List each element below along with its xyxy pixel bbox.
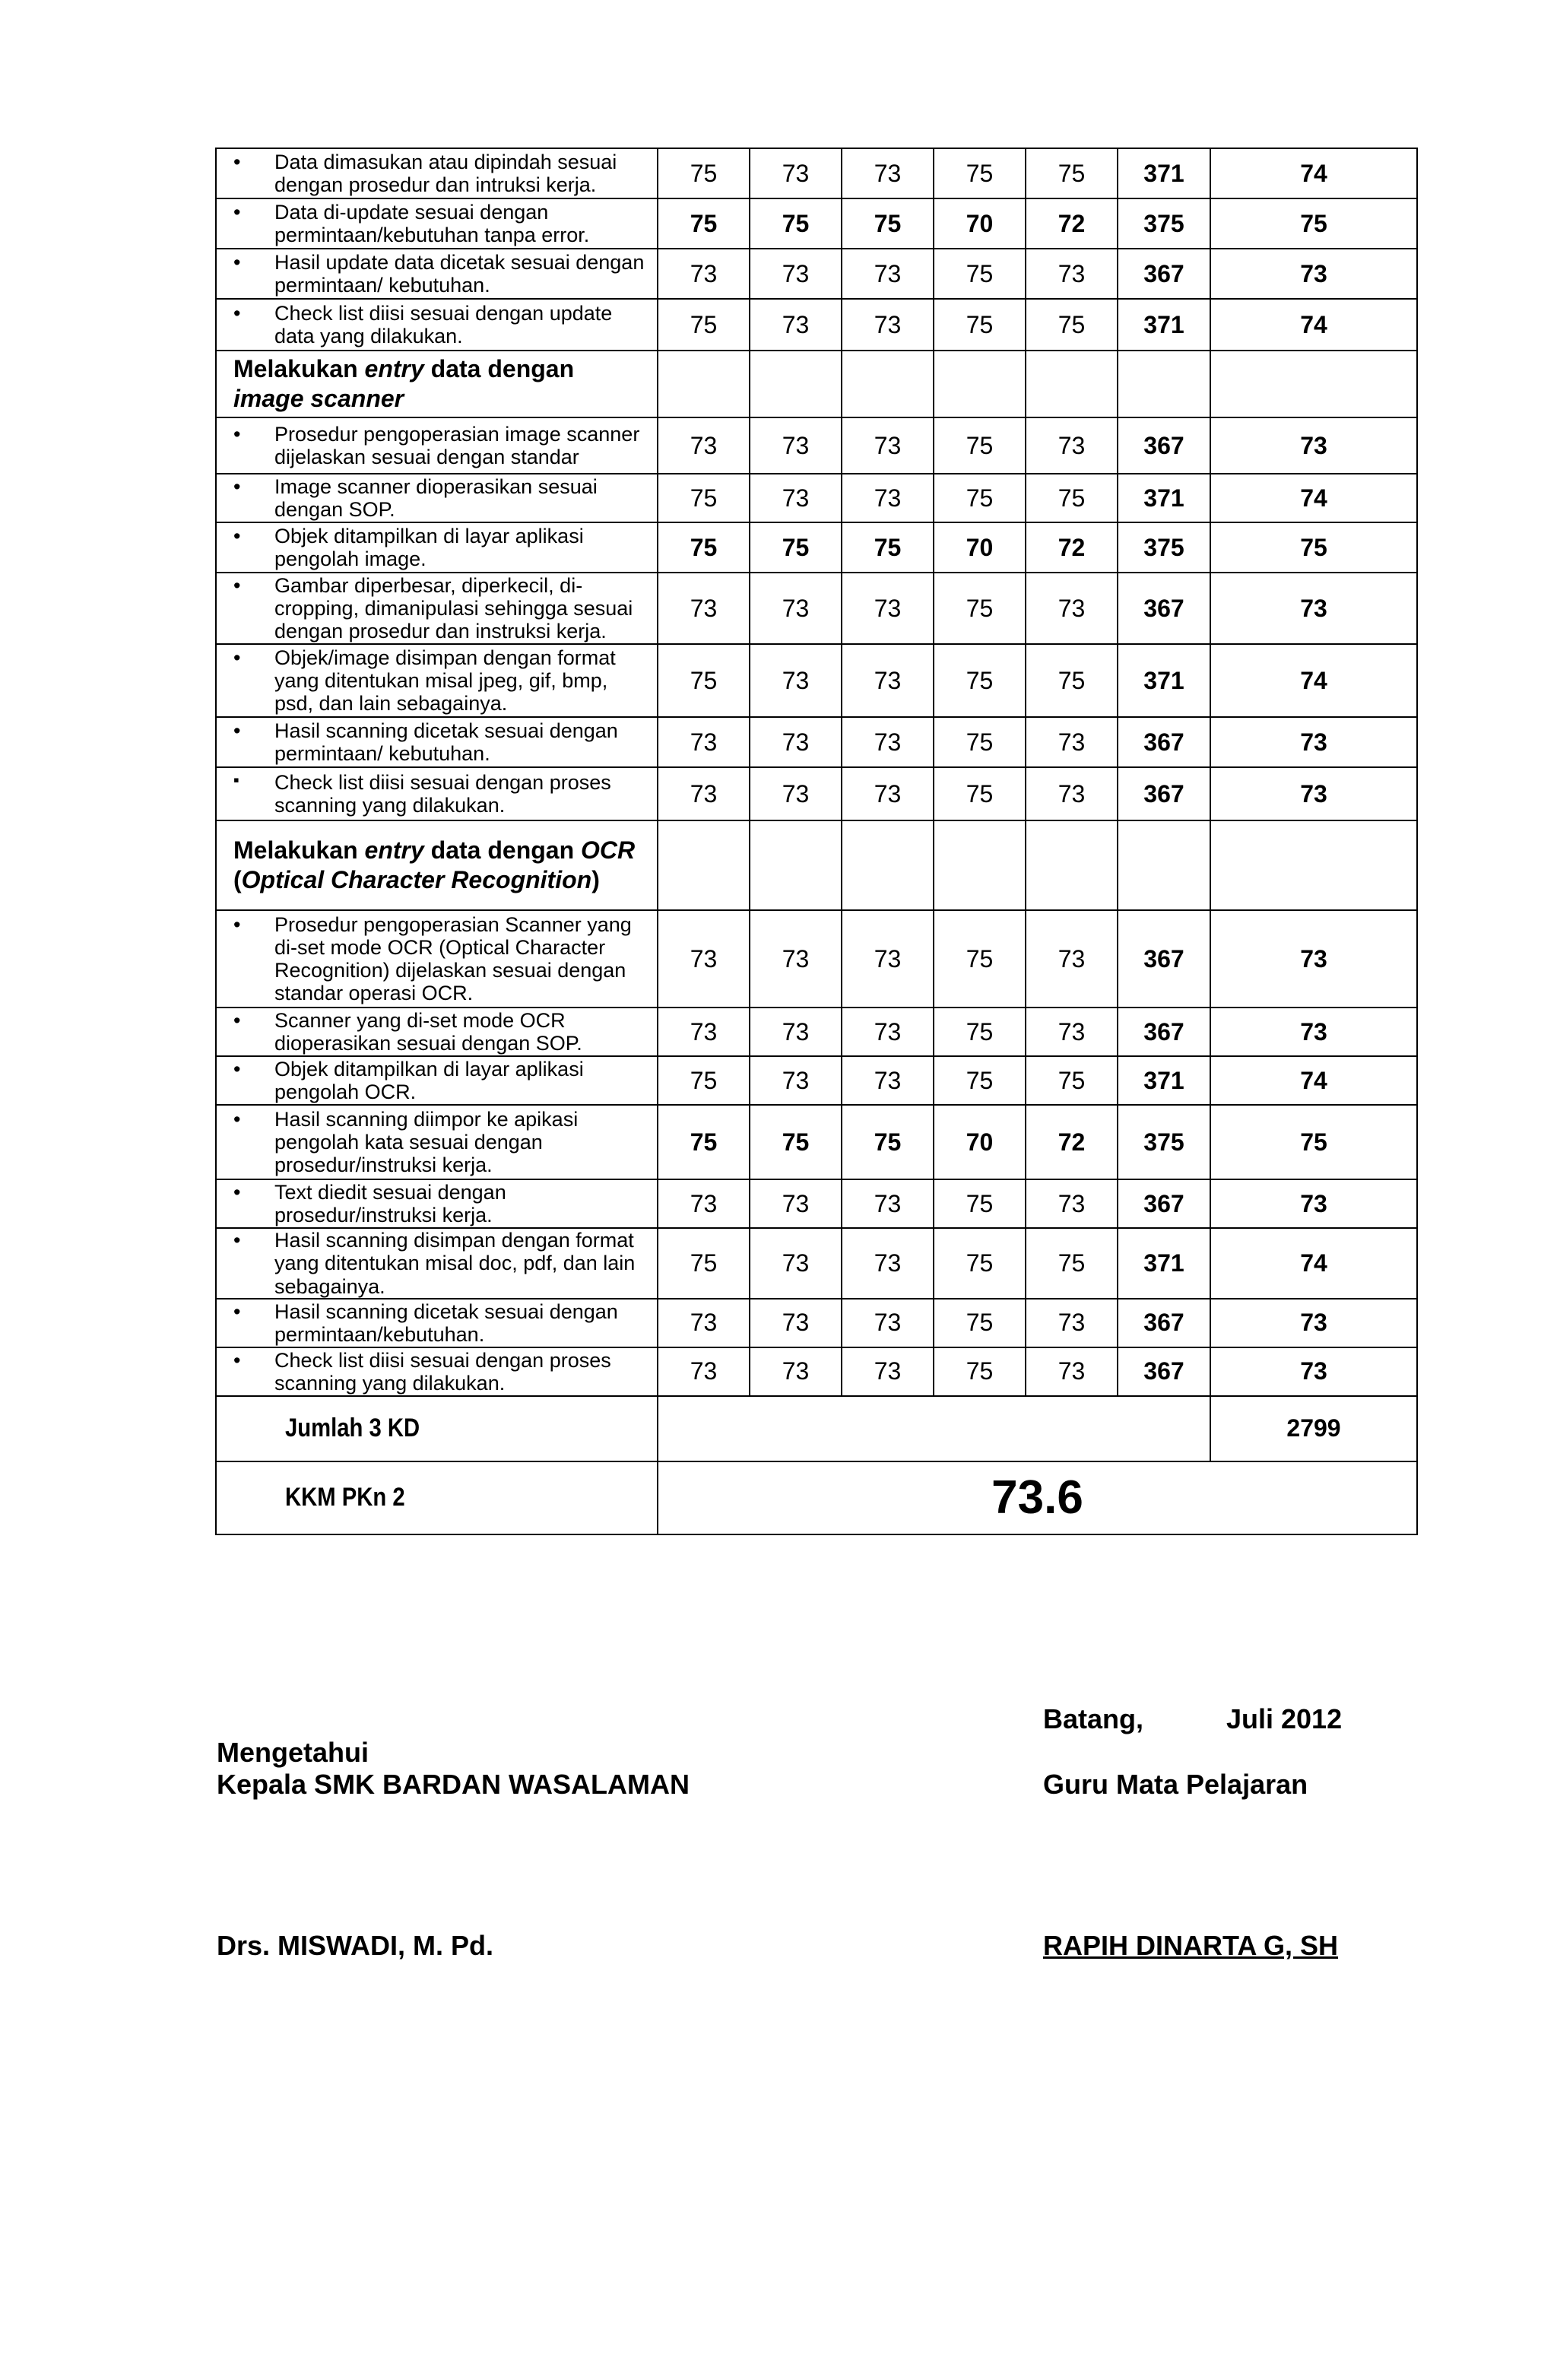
average-cell: 73 xyxy=(1210,417,1417,474)
bullet-icon: • xyxy=(233,1229,241,1252)
criteria-cell xyxy=(216,910,658,1008)
score-cell: 75 xyxy=(934,1299,1026,1347)
table-row xyxy=(216,249,1417,299)
bullet-icon: • xyxy=(233,422,241,446)
score-cell: 75 xyxy=(934,910,1026,1008)
empty-cell xyxy=(1118,820,1210,910)
average-cell: 73 xyxy=(1210,573,1417,644)
section-heading-part: OCR xyxy=(581,836,636,865)
table-row xyxy=(216,644,1417,717)
bullet-item xyxy=(233,1058,649,1103)
score-cell: 75 xyxy=(1026,299,1118,351)
criteria-text: Image scanner dioperasikan sesuai dengan SOP. xyxy=(274,474,598,522)
criteria-text: Check list diisi sesuai dengan proses scanning yang dilakukan. xyxy=(274,1348,611,1395)
total-cell: 367 xyxy=(1118,767,1210,820)
average-cell: 74 xyxy=(1210,474,1417,522)
empty-cell xyxy=(1026,820,1118,910)
score-cell: 75 xyxy=(750,198,842,249)
empty-cell xyxy=(1118,351,1210,417)
score-cell: 75 xyxy=(934,767,1026,820)
criteria-cell xyxy=(216,573,658,644)
criteria-cell xyxy=(216,1299,658,1347)
bullet-icon: • xyxy=(233,474,241,498)
score-cell: 75 xyxy=(934,148,1026,198)
section-heading-part: ) xyxy=(591,866,600,894)
average-cell: 73 xyxy=(1210,1347,1417,1396)
bullet-item xyxy=(233,201,649,246)
section-heading-row xyxy=(216,351,1417,417)
criteria-text: Data di-update sesuai dengan permintaan/kebutuhan tanpa error. xyxy=(274,200,590,246)
table-row xyxy=(216,198,1417,249)
criteria-text: Scanner yang di-set mode OCR dioperasikan sesuai dengan SOP. xyxy=(274,1008,582,1055)
score-cell: 75 xyxy=(1026,1056,1118,1105)
empty-cell xyxy=(658,820,750,910)
bullet-item xyxy=(233,646,649,716)
score-cell: 73 xyxy=(842,1299,934,1347)
score-cell: 73 xyxy=(750,1228,842,1299)
criteria-text: Hasil scanning dicetak sesuai dengan permintaan/kebutuhan. xyxy=(274,1299,618,1346)
table-row xyxy=(216,522,1417,573)
score-cell: 73 xyxy=(658,1008,750,1056)
section-heading-part: Melakukan xyxy=(233,836,365,865)
total-cell: 371 xyxy=(1118,299,1210,351)
bullet-item xyxy=(233,771,649,817)
score-cell: 73 xyxy=(842,717,934,767)
bullet-icon: • xyxy=(233,1008,241,1032)
section-heading-part: image scanner xyxy=(233,385,404,413)
table-row xyxy=(216,573,1417,644)
section-heading xyxy=(216,820,658,910)
score-cell: 75 xyxy=(658,1056,750,1105)
score-cell: 73 xyxy=(658,1347,750,1396)
kkm-row xyxy=(216,1461,1417,1534)
bullet-icon: • xyxy=(233,1299,241,1323)
bullet-icon: • xyxy=(233,150,241,173)
average-cell: 73 xyxy=(1210,1008,1417,1056)
bullet-item xyxy=(233,475,649,521)
jumlah-label-cell xyxy=(216,1396,658,1461)
bullet-icon: • xyxy=(233,646,241,669)
empty-cell xyxy=(658,351,750,417)
score-cell: 73 xyxy=(658,573,750,644)
score-cell: 73 xyxy=(750,573,842,644)
average-cell: 74 xyxy=(1210,1228,1417,1299)
score-cell: 70 xyxy=(934,1105,1026,1179)
total-cell: 367 xyxy=(1118,1179,1210,1228)
bullet-item xyxy=(233,574,649,643)
score-cell: 73 xyxy=(750,148,842,198)
score-cell: 75 xyxy=(1026,1228,1118,1299)
score-cell: 73 xyxy=(658,1299,750,1347)
score-cell: 75 xyxy=(842,1105,934,1179)
kkm-label: KKM PKn 2 xyxy=(285,1483,405,1512)
score-cell: 73 xyxy=(658,1179,750,1228)
score-cell: 73 xyxy=(750,644,842,717)
table-row xyxy=(216,1347,1417,1396)
score-cell: 73 xyxy=(750,474,842,522)
score-cell: 73 xyxy=(842,767,934,820)
table-row xyxy=(216,417,1417,474)
score-cell: 75 xyxy=(934,249,1026,299)
total-cell: 367 xyxy=(1118,910,1210,1008)
empty-cell xyxy=(750,351,842,417)
signature-acknowledged: Mengetahui xyxy=(217,1737,369,1768)
empty-cell xyxy=(1210,351,1417,417)
total-cell: 375 xyxy=(1118,522,1210,573)
table-row xyxy=(216,1228,1417,1299)
total-cell: 371 xyxy=(1118,644,1210,717)
score-cell: 73 xyxy=(842,1347,934,1396)
score-cell: 73 xyxy=(842,1008,934,1056)
total-cell: 367 xyxy=(1118,249,1210,299)
criteria-text: Prosedur pengoperasian Scanner yang di-set mode OCR (Optical Character Recognition) dijelaskan sesuai dengan standar operasi OCR. xyxy=(274,912,632,1005)
average-cell: 74 xyxy=(1210,299,1417,351)
total-cell: 367 xyxy=(1118,717,1210,767)
table-row xyxy=(216,767,1417,820)
bullet-icon: • xyxy=(233,200,241,224)
score-cell: 75 xyxy=(842,522,934,573)
score-cell: 73 xyxy=(658,767,750,820)
bullet-icon: • xyxy=(233,719,241,742)
table-row xyxy=(216,1008,1417,1056)
score-cell: 73 xyxy=(1026,717,1118,767)
bullet-item xyxy=(233,719,649,765)
score-cell: 73 xyxy=(658,717,750,767)
total-cell: 367 xyxy=(1118,1008,1210,1056)
empty-cell xyxy=(1210,820,1417,910)
average-cell: 73 xyxy=(1210,1299,1417,1347)
total-cell: 367 xyxy=(1118,417,1210,474)
bullet-icon: • xyxy=(233,1180,241,1204)
signature-date: Juli 2012 xyxy=(1226,1703,1343,1734)
average-cell: 75 xyxy=(1210,198,1417,249)
criteria-cell xyxy=(216,198,658,249)
jumlah-row xyxy=(216,1396,1417,1461)
score-cell: 75 xyxy=(934,417,1026,474)
jumlah-value: 2799 xyxy=(1210,1396,1417,1461)
criteria-cell xyxy=(216,1008,658,1056)
score-cell: 75 xyxy=(1026,644,1118,717)
score-cell: 73 xyxy=(1026,767,1118,820)
score-cell: 75 xyxy=(934,299,1026,351)
criteria-text: Check list diisi sesuai dengan update data yang dilakukan. xyxy=(274,301,613,347)
score-cell: 70 xyxy=(934,522,1026,573)
score-cell: 75 xyxy=(658,1105,750,1179)
table-row xyxy=(216,1179,1417,1228)
score-cell: 75 xyxy=(934,1179,1026,1228)
criteria-text: Objek ditampilkan di layar aplikasi pengolah OCR. xyxy=(274,1057,584,1104)
score-cell: 73 xyxy=(1026,417,1118,474)
bullet-item xyxy=(233,423,649,468)
section-heading-part: Optical Character Recognition xyxy=(241,866,592,894)
score-cell: 73 xyxy=(750,1347,842,1396)
grade-table xyxy=(215,148,1418,1535)
criteria-text: Data dimasukan atau dipindah sesuai dengan prosedur dan intruksi kerja. xyxy=(274,150,617,196)
criteria-cell xyxy=(216,1228,658,1299)
score-cell: 73 xyxy=(1026,1008,1118,1056)
signature-principal-title: Kepala SMK BARDAN WASALAMAN xyxy=(217,1769,690,1800)
total-cell: 367 xyxy=(1118,1347,1210,1396)
score-cell: 73 xyxy=(1026,1299,1118,1347)
score-cell: 73 xyxy=(658,417,750,474)
criteria-cell xyxy=(216,474,658,522)
criteria-cell xyxy=(216,1056,658,1105)
table-row xyxy=(216,910,1417,1008)
criteria-cell xyxy=(216,1105,658,1179)
criteria-text: Hasil scanning diimpor ke apikasi pengolah kata sesuai dengan prosedur/instruksi kerja. xyxy=(274,1107,579,1177)
score-cell: 72 xyxy=(1026,522,1118,573)
section-heading xyxy=(216,351,658,417)
score-cell: 73 xyxy=(842,299,934,351)
score-cell: 75 xyxy=(658,644,750,717)
average-cell: 73 xyxy=(1210,910,1417,1008)
score-cell: 73 xyxy=(658,910,750,1008)
criteria-cell xyxy=(216,522,658,573)
score-cell: 73 xyxy=(842,910,934,1008)
score-cell: 73 xyxy=(750,249,842,299)
total-cell: 375 xyxy=(1118,198,1210,249)
score-cell: 73 xyxy=(1026,1179,1118,1228)
signature-teacher-name: RAPIH DINARTA G, SH xyxy=(1043,1930,1339,1961)
jumlah-empty-cell xyxy=(658,1396,1210,1461)
score-cell: 73 xyxy=(1026,249,1118,299)
table-row xyxy=(216,1056,1417,1105)
section-heading-part: entry xyxy=(364,836,424,865)
table-row xyxy=(216,474,1417,522)
score-cell: 73 xyxy=(750,417,842,474)
bullet-item xyxy=(233,1300,649,1346)
score-cell: 75 xyxy=(1026,148,1118,198)
bullet-icon: • xyxy=(233,1348,241,1372)
table-row xyxy=(216,148,1417,198)
score-cell: 75 xyxy=(658,522,750,573)
bullet-item xyxy=(233,1009,649,1055)
kkm-label-cell xyxy=(216,1461,658,1534)
bullet-item xyxy=(233,302,649,347)
criteria-text: Prosedur pengoperasian image scanner dijelaskan sesuai dengan standar xyxy=(274,422,640,469)
average-cell: 74 xyxy=(1210,644,1417,717)
bullet-item xyxy=(233,1229,649,1298)
score-cell: 73 xyxy=(1026,1347,1118,1396)
bullet-item xyxy=(233,525,649,570)
bullet-icon: • xyxy=(233,1057,241,1081)
section-heading-part: data dengan xyxy=(423,355,575,382)
score-cell: 73 xyxy=(750,910,842,1008)
score-cell: 73 xyxy=(842,1179,934,1228)
score-cell: 75 xyxy=(658,198,750,249)
score-cell: 75 xyxy=(1026,474,1118,522)
bullet-item xyxy=(233,913,649,1005)
signature-principal-name: Drs. MISWADI, M. Pd. xyxy=(217,1930,494,1961)
table-row xyxy=(216,1299,1417,1347)
criteria-cell xyxy=(216,1179,658,1228)
score-cell: 70 xyxy=(934,198,1026,249)
bullet-item xyxy=(233,151,649,196)
criteria-text: Hasil update data dicetak sesuai dengan permintaan/ kebutuhan. xyxy=(274,250,645,297)
bullet-icon: • xyxy=(233,573,241,597)
score-cell: 73 xyxy=(750,1008,842,1056)
score-cell: 73 xyxy=(842,1228,934,1299)
bullet-item xyxy=(233,251,649,297)
score-cell: 73 xyxy=(842,148,934,198)
empty-cell xyxy=(934,820,1026,910)
score-cell: 75 xyxy=(934,644,1026,717)
criteria-text: Check list diisi sesuai dengan proses scanning yang dilakukan. xyxy=(274,770,611,817)
bullet-icon: • xyxy=(233,301,241,325)
average-cell: 75 xyxy=(1210,522,1417,573)
average-cell: 74 xyxy=(1210,1056,1417,1105)
criteria-text: Text diedit sesuai dengan prosedur/instruksi kerja. xyxy=(274,1180,506,1227)
score-cell: 75 xyxy=(658,299,750,351)
criteria-text: Gambar diperbesar, diperkecil, di-cropping, dimanipulasi sehingga sesuai dengan prosedur dan instruksi kerja. xyxy=(274,573,633,643)
score-cell: 75 xyxy=(750,1105,842,1179)
table-row xyxy=(216,299,1417,351)
average-cell: 73 xyxy=(1210,1179,1417,1228)
score-cell: 75 xyxy=(934,1347,1026,1396)
signature-teacher-title: Guru Mata Pelajaran xyxy=(1043,1769,1308,1800)
total-cell: 375 xyxy=(1118,1105,1210,1179)
score-cell: 75 xyxy=(934,1228,1026,1299)
criteria-cell xyxy=(216,717,658,767)
total-cell: 371 xyxy=(1118,1056,1210,1105)
score-cell: 73 xyxy=(750,1299,842,1347)
grade-table-footer xyxy=(216,1396,1417,1534)
bullet-item xyxy=(233,1349,649,1395)
bullet-item xyxy=(233,1181,649,1226)
score-cell: 72 xyxy=(1026,1105,1118,1179)
average-cell: 73 xyxy=(1210,767,1417,820)
bullet-icon: • xyxy=(233,1107,241,1131)
section-heading-row xyxy=(216,820,1417,910)
bullet-item xyxy=(233,1108,649,1177)
bullet-icon: • xyxy=(233,250,241,274)
criteria-cell xyxy=(216,148,658,198)
score-cell: 73 xyxy=(1026,910,1118,1008)
score-cell: 75 xyxy=(934,717,1026,767)
criteria-cell xyxy=(216,417,658,474)
kkm-value: 73.6 xyxy=(658,1461,1417,1534)
score-cell: 73 xyxy=(658,249,750,299)
bullet-icon: • xyxy=(233,912,241,936)
empty-cell xyxy=(1026,351,1118,417)
score-cell: 73 xyxy=(842,474,934,522)
section-heading-part: entry xyxy=(364,355,424,382)
criteria-text: Objek ditampilkan di layar aplikasi pengolah image. xyxy=(274,524,584,571)
criteria-text: Objek/image disimpan dengan format yang ditentukan misal jpeg, gif, bmp, psd, dan lain sebagainya. xyxy=(274,646,616,716)
score-cell: 73 xyxy=(750,1179,842,1228)
average-cell: 74 xyxy=(1210,148,1417,198)
score-cell: 73 xyxy=(842,573,934,644)
section-heading-part: Melakukan xyxy=(233,355,365,382)
score-cell: 72 xyxy=(1026,198,1118,249)
total-cell: 367 xyxy=(1118,573,1210,644)
criteria-cell xyxy=(216,299,658,351)
score-cell: 73 xyxy=(842,644,934,717)
score-cell: 75 xyxy=(934,1056,1026,1105)
empty-cell xyxy=(842,351,934,417)
criteria-cell xyxy=(216,767,658,820)
score-cell: 73 xyxy=(1026,573,1118,644)
average-cell: 73 xyxy=(1210,717,1417,767)
score-cell: 73 xyxy=(750,717,842,767)
section-heading-part: ( xyxy=(233,866,242,894)
total-cell: 371 xyxy=(1118,1228,1210,1299)
jumlah-label: Jumlah 3 KD xyxy=(285,1414,420,1443)
score-cell: 73 xyxy=(750,767,842,820)
score-cell: 75 xyxy=(934,1008,1026,1056)
score-cell: 75 xyxy=(658,474,750,522)
signature-place: Batang, xyxy=(1043,1703,1144,1734)
bullet-icon: • xyxy=(233,524,241,547)
score-cell: 75 xyxy=(750,522,842,573)
score-cell: 73 xyxy=(842,1056,934,1105)
average-cell: 73 xyxy=(1210,249,1417,299)
criteria-text: Hasil scanning dicetak sesuai dengan permintaan/ kebutuhan. xyxy=(274,719,618,766)
criteria-cell xyxy=(216,249,658,299)
criteria-cell xyxy=(216,1347,658,1396)
score-cell: 73 xyxy=(842,417,934,474)
table-row xyxy=(216,717,1417,767)
score-cell: 75 xyxy=(934,474,1026,522)
table-row xyxy=(216,1105,1417,1179)
empty-cell xyxy=(842,820,934,910)
criteria-text: Hasil scanning disimpan dengan format yang ditentukan misal doc, pdf, dan lain sebagainya. xyxy=(274,1229,636,1298)
score-cell: 75 xyxy=(934,573,1026,644)
total-cell: 371 xyxy=(1118,148,1210,198)
score-cell: 75 xyxy=(842,198,934,249)
grade-table-body xyxy=(216,148,1417,1396)
square-bullet-icon: ▪ xyxy=(233,770,239,789)
score-cell: 75 xyxy=(658,1228,750,1299)
empty-cell xyxy=(934,351,1026,417)
total-cell: 371 xyxy=(1118,474,1210,522)
total-cell: 367 xyxy=(1118,1299,1210,1347)
score-cell: 73 xyxy=(750,1056,842,1105)
section-heading-part: data dengan xyxy=(423,836,582,865)
score-cell: 73 xyxy=(842,249,934,299)
score-cell: 73 xyxy=(750,299,842,351)
score-cell: 75 xyxy=(658,148,750,198)
criteria-cell xyxy=(216,644,658,717)
average-cell: 75 xyxy=(1210,1105,1417,1179)
empty-cell xyxy=(750,820,842,910)
